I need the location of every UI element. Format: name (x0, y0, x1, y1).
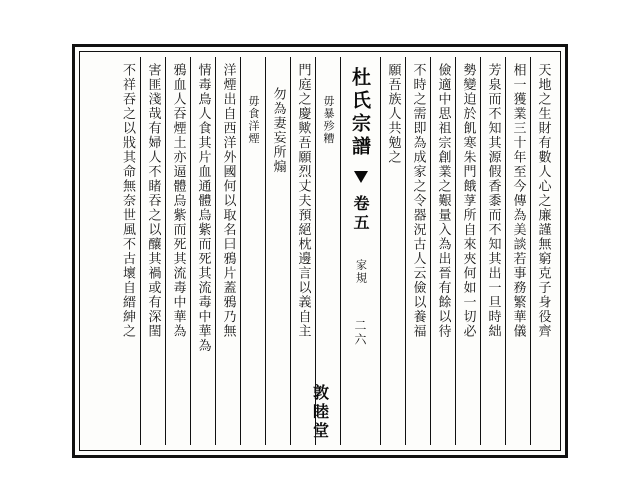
column-text: 芳泉而不知其源假香黍而不知其出一旦時絀 (485, 63, 501, 339)
document-title: 杜氏宗譜 (349, 67, 371, 159)
column-text: 害匪淺哉有婦人不睹吞之以釀其禍或有深閨 (145, 63, 161, 339)
text-column-11-annotation (240, 57, 265, 445)
text-column-8-annotation (315, 57, 340, 445)
column-text: 洋煙出自西洋外國何以取名曰鴉片蓋鴉乃無 (220, 63, 236, 339)
triangle-marker-icon (354, 171, 368, 183)
column-text: 願吾族人共勉之 (385, 63, 401, 165)
text-column-10 (265, 57, 290, 445)
text-column-6 (405, 57, 430, 445)
text-column-12 (215, 57, 240, 445)
text-column-16 (115, 57, 140, 445)
column-text: 鴉血人吞煙土亦逼體烏紫而死其流毒中華為 (170, 63, 186, 339)
page-frame-outer (72, 44, 568, 458)
text-column-13 (190, 57, 215, 445)
text-column-1 (530, 57, 555, 445)
column-text: 勢變迫於飢寒朱門餓莩所自來夾何如一切必 (460, 63, 476, 339)
volume-label: 卷五 (351, 195, 370, 233)
column-text: 毋暴殄糟 (322, 95, 335, 145)
column-text: 不時之需即為成家之令器況古人云儉以養福 (410, 63, 426, 339)
column-text: 不祥吞之以戕其命無奈世風不古壞自縉紳之 (120, 63, 135, 339)
text-column-7 (380, 57, 405, 445)
text-column-9 (290, 57, 315, 445)
column-text: 情毒鳥人食其片血通體烏紫而死其流毒中華為 (195, 63, 211, 353)
column-text: 門庭之慶歟吾願烈丈夫預絕枕邊言以義自主 (295, 63, 311, 339)
text-column-5 (430, 57, 455, 445)
column-text: 相一獲業三十年至今傳為美談若事務繁華儀 (510, 63, 526, 339)
text-columns (85, 57, 555, 445)
column-text: 天地之生財有數人心之廉謹無窮克子身役齊 (535, 63, 551, 339)
column-text: 勿為妻妄所煽 (270, 87, 286, 174)
text-column-15 (140, 57, 165, 445)
text-column-3 (480, 57, 505, 445)
text-column-2 (505, 57, 530, 445)
column-text: 毋食洋煙 (247, 95, 260, 145)
text-column-14 (165, 57, 190, 445)
column-text: 儉適中思祖宗創業之艱量入為出晉有餘以待 (435, 63, 451, 339)
hall-name: 敦睦堂 (310, 384, 330, 441)
page-number: 二六 (353, 319, 367, 347)
section-label: 家規 (354, 259, 368, 285)
text-column-4 (455, 57, 480, 445)
